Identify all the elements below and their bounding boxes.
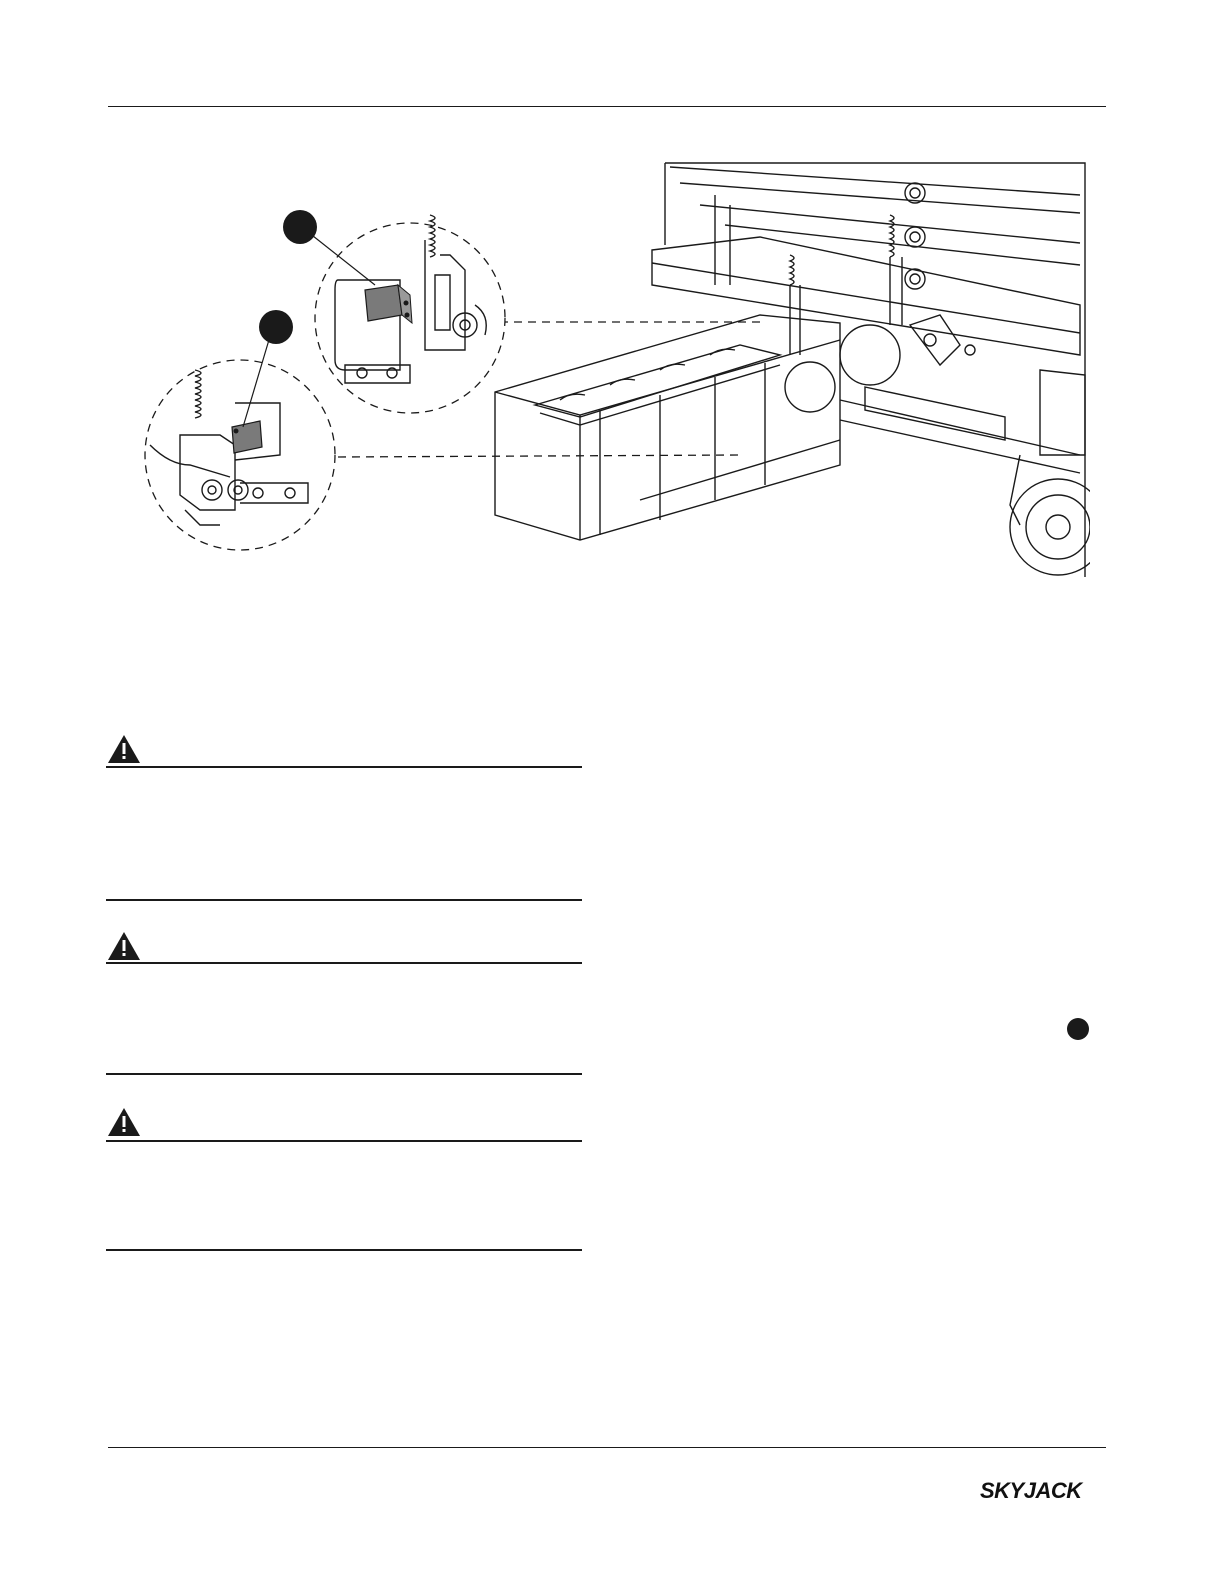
warning-1-bottom-rule <box>106 899 582 901</box>
inline-callout-marker <box>1067 1018 1089 1040</box>
callout-marker-lower <box>259 310 293 344</box>
warning-triangle-icon <box>106 733 142 765</box>
battery-tray-interlock-drawing <box>140 155 1090 585</box>
warning-3-bottom-rule <box>106 1249 582 1251</box>
warning-triangle-icon <box>106 930 142 962</box>
header-rule <box>108 106 1106 107</box>
footer-rule <box>108 1447 1106 1448</box>
warning-triangle-icon <box>106 1106 142 1138</box>
warning-1-top-rule <box>106 766 582 768</box>
brand-logo-text: SKYJACK <box>980 1478 1082 1503</box>
main-illustration <box>140 155 1090 585</box>
brand-logo <box>980 1478 1104 1504</box>
callout-marker-upper <box>283 210 317 244</box>
warning-2-top-rule <box>106 962 582 964</box>
warning-2-bottom-rule <box>106 1073 582 1075</box>
warning-3-top-rule <box>106 1140 582 1142</box>
